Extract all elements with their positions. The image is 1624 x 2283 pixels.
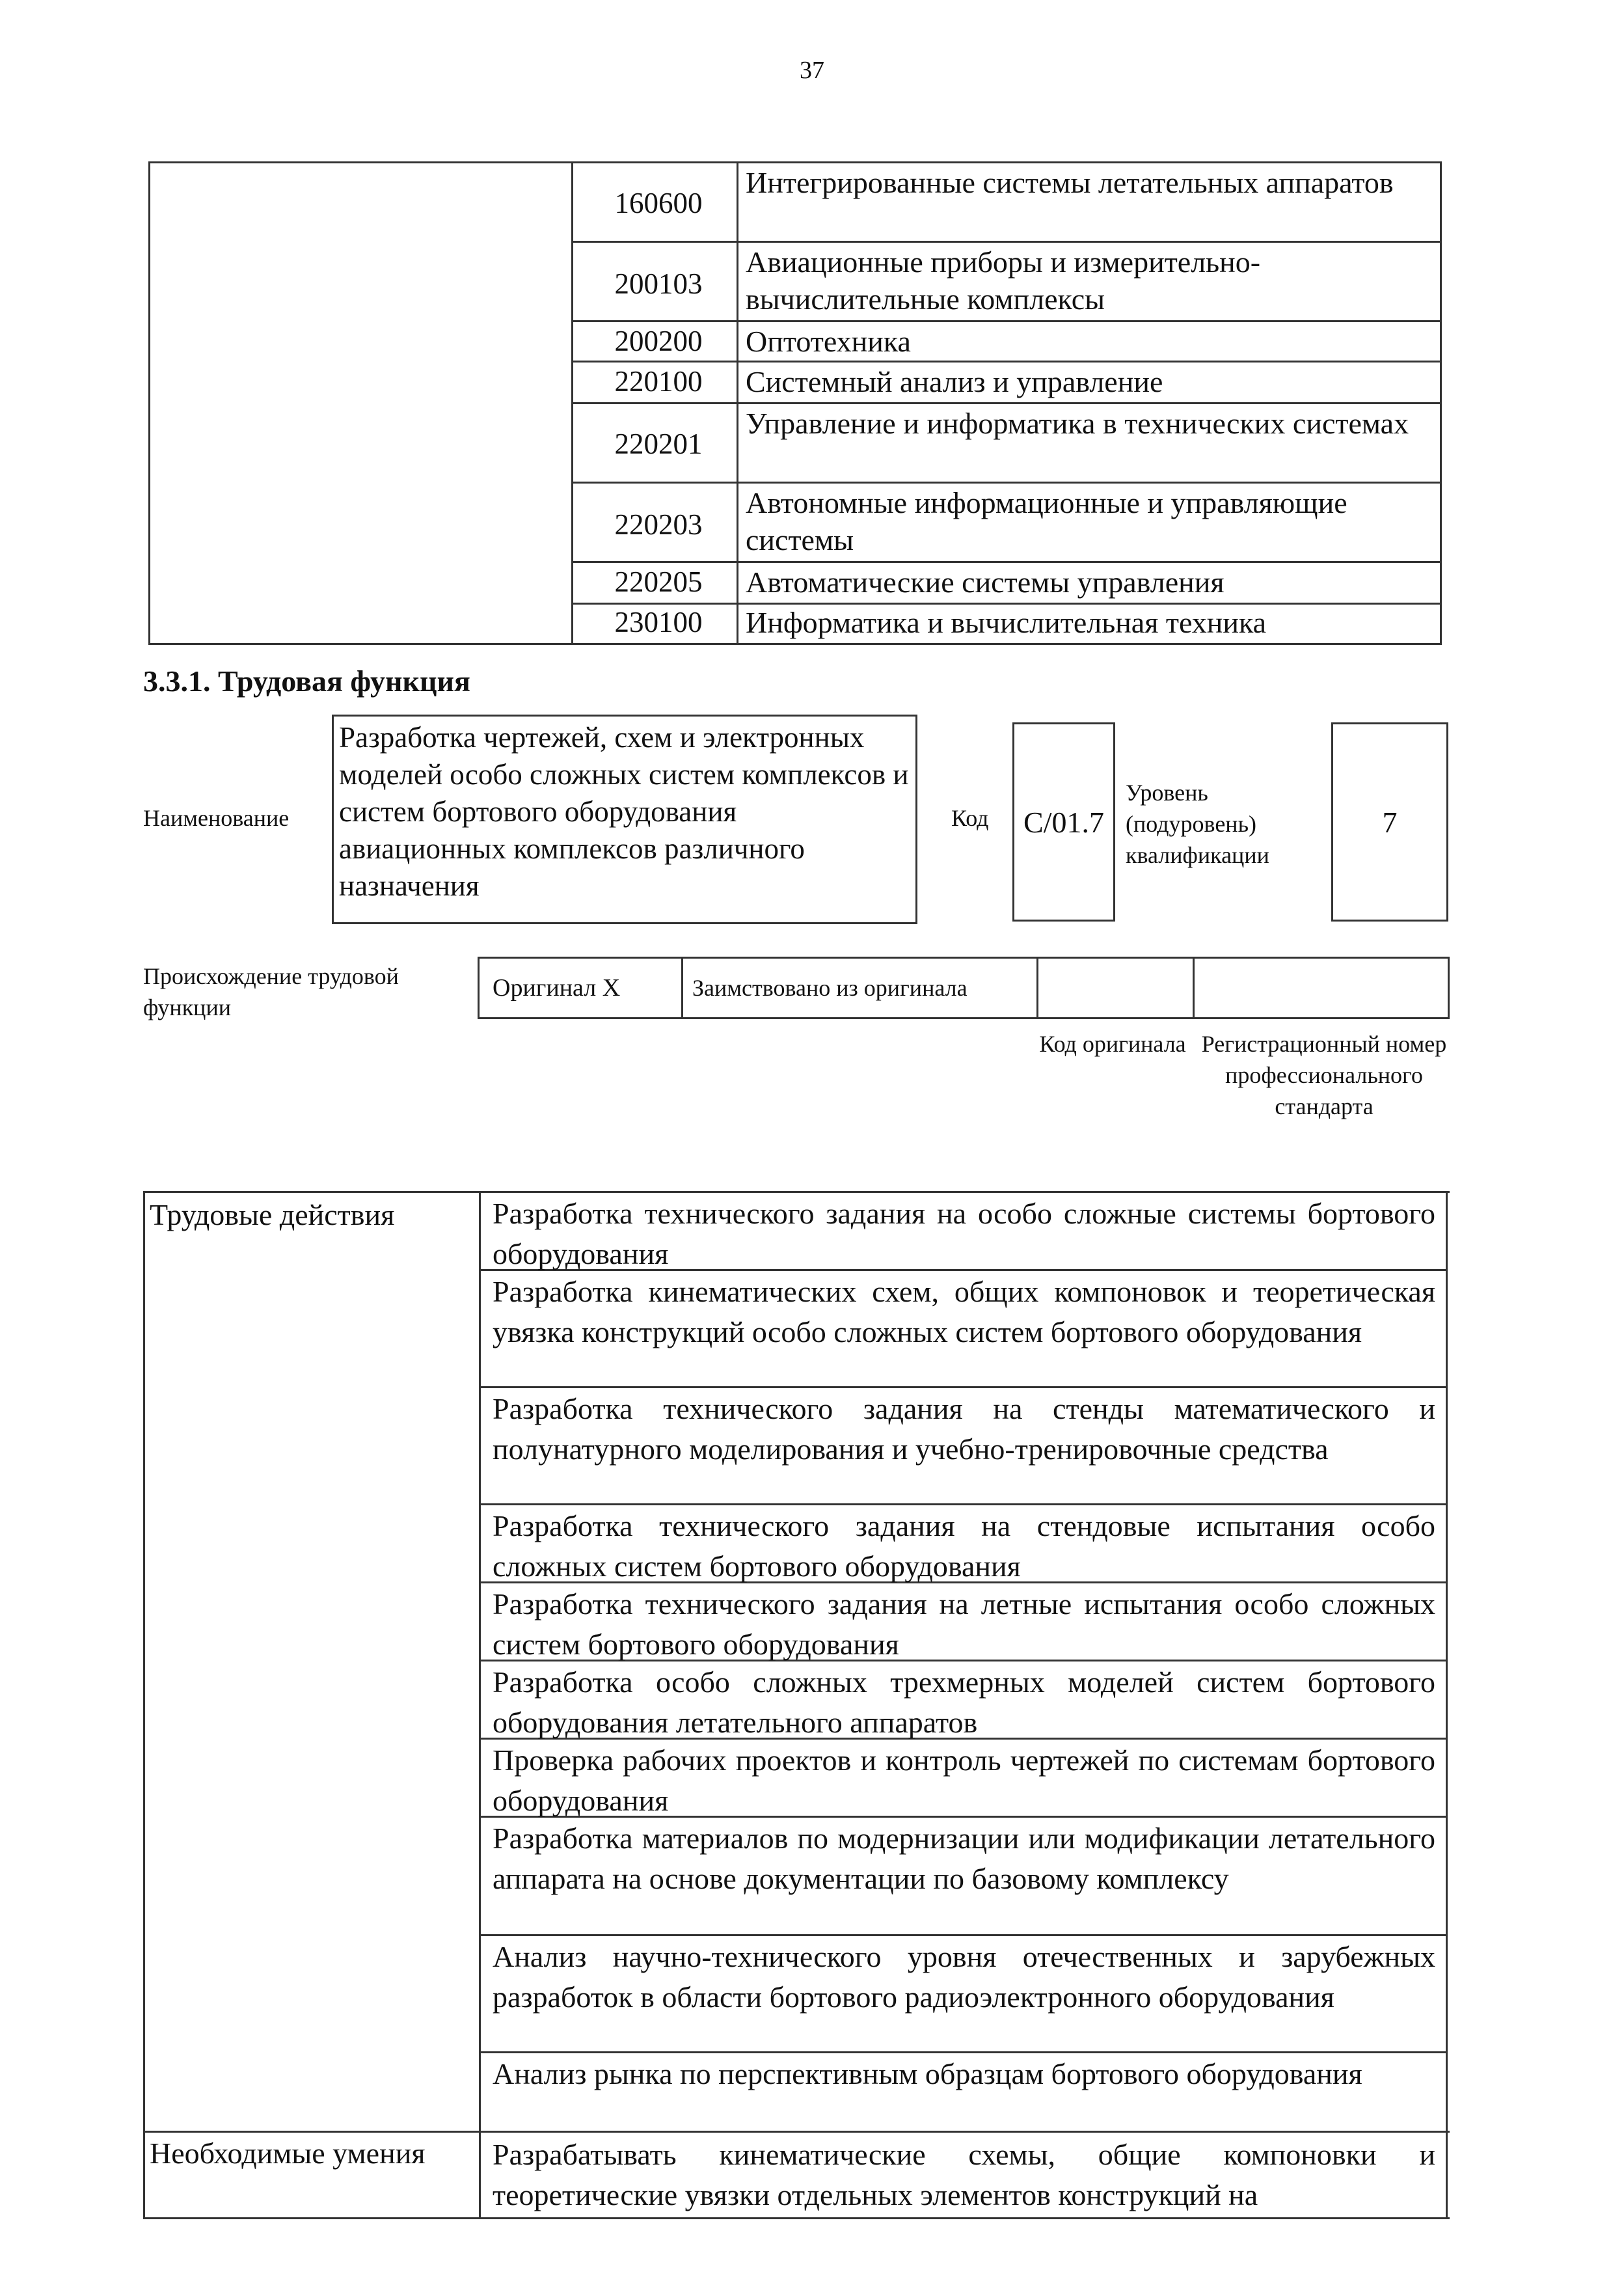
specialty-name: Автоматические системы управления <box>746 566 1225 599</box>
level-label: Уровень (подуровень) квалификации <box>1126 780 1269 868</box>
skill-item: Разрабатывать кинематические схемы, общие компоновки и теоретические увязки отдельных элементов конструкций на <box>493 2138 1435 2211</box>
specialty-name: Автономные информационные и управляющие системы <box>746 486 1347 556</box>
specialty-row <box>148 361 1442 402</box>
origin-box <box>478 957 1450 1019</box>
section-heading: 3.3.1. Трудовая функция <box>143 664 470 698</box>
labor-action-item: Разработка особо сложных трехмерных моделей систем бортового оборудования летательного аппаратов <box>493 1665 1435 1739</box>
origin-label: Происхождение трудовой функции <box>143 963 399 1020</box>
specialty-name: Информатика и вычислительная техника <box>746 606 1267 639</box>
labor-action-item: Анализ научно-технического уровня отечественных и зарубежных разработок в области бортового радиоэлектронного оборудования <box>493 1940 1435 2014</box>
function-code-box <box>1012 722 1115 922</box>
code-label: Код <box>951 805 989 831</box>
specialty-row <box>148 320 1442 361</box>
origin-original-text: Оригинал X <box>493 974 621 1002</box>
specialty-name: Системный анализ и управление <box>746 365 1163 398</box>
labor-action-item: Разработка технического задания на летные испытания особо сложных систем бортового оборудования <box>493 1587 1435 1661</box>
specialty-name: Интегрированные системы летательных аппаратов <box>746 166 1394 199</box>
labor-action-item: Разработка технического задания на стенды математического и полунатурного моделирования и учебно-тренировочные средства <box>493 1392 1435 1466</box>
labor-action-item: Разработка материалов по модернизации или модификации летательного аппарата на основе документации по базовому комплексу <box>493 1822 1435 1895</box>
skills-label: Необходимые умения <box>150 2137 426 2170</box>
labor-actions-label: Трудовые действия <box>150 1198 395 1231</box>
specialty-code: 220205 <box>614 566 703 598</box>
labor-action-item: Разработка технического задания на стендовые испытания особо сложных систем бортового оборудования <box>493 1509 1435 1583</box>
specialty-row <box>148 402 1442 482</box>
specialty-code: 220100 <box>614 365 703 398</box>
specialty-code: 200200 <box>614 325 703 357</box>
origin-borrowed-text: Заимствовано из оригинала <box>692 975 968 1001</box>
specialties-table <box>148 161 1442 647</box>
labor-action-item: Проверка рабочих проектов и контроль чертежей по системам бортового оборудования <box>493 1743 1435 1817</box>
specialty-name: Оптотехника <box>746 325 911 358</box>
labor-actions-table <box>143 1191 1450 2219</box>
labor-action-item: Разработка технического задания на особо сложные системы бортового оборудования <box>493 1197 1435 1270</box>
function-name-box: Разработка чертежей, схем и электронных моделей особо сложных систем комплексов и систем бортового оборудования авиационных комплексов различного назначения <box>332 715 917 924</box>
specialty-row <box>148 161 1442 241</box>
qualification-level-box <box>1331 722 1448 922</box>
page-number: 37 <box>800 57 824 84</box>
function-code-value: С/01.7 <box>1023 805 1104 839</box>
origin-original-cell <box>480 959 681 1017</box>
specialty-code: 220201 <box>614 428 703 460</box>
labor-action-item: Анализ рынка по перспективным образцам бортового оборудования <box>493 2057 1362 2090</box>
labor-action-item: Разработка кинематических схем, общих компоновок и теоретическая увязка конструкций особо сложных систем бортового оборудования <box>493 1275 1435 1348</box>
specialty-row <box>148 561 1442 603</box>
specialty-code: 160600 <box>614 187 703 219</box>
name-label: Наименование <box>143 805 290 831</box>
specialty-code: 200103 <box>614 267 703 300</box>
qualification-level-value: 7 <box>1382 805 1398 839</box>
origin-borrowed-cell <box>683 959 1036 1017</box>
origin-reg-cell <box>1195 959 1448 1017</box>
origin-caption-code: Код оригинала <box>1039 1031 1186 1057</box>
origin-caption-reg: Регистрационный номер профессионального стандарта <box>1201 1031 1447 1119</box>
specialty-code: 230100 <box>614 606 703 638</box>
origin-code-cell <box>1038 959 1193 1017</box>
specialty-name: Управление и информатика в технических системах <box>746 407 1409 440</box>
specialty-code: 220203 <box>614 508 703 541</box>
specialty-row <box>148 603 1442 643</box>
specialty-row <box>148 482 1442 561</box>
specialty-name: Авиационные приборы и измерительно-вычислительные комплексы <box>746 245 1261 316</box>
specialty-row <box>148 241 1442 320</box>
